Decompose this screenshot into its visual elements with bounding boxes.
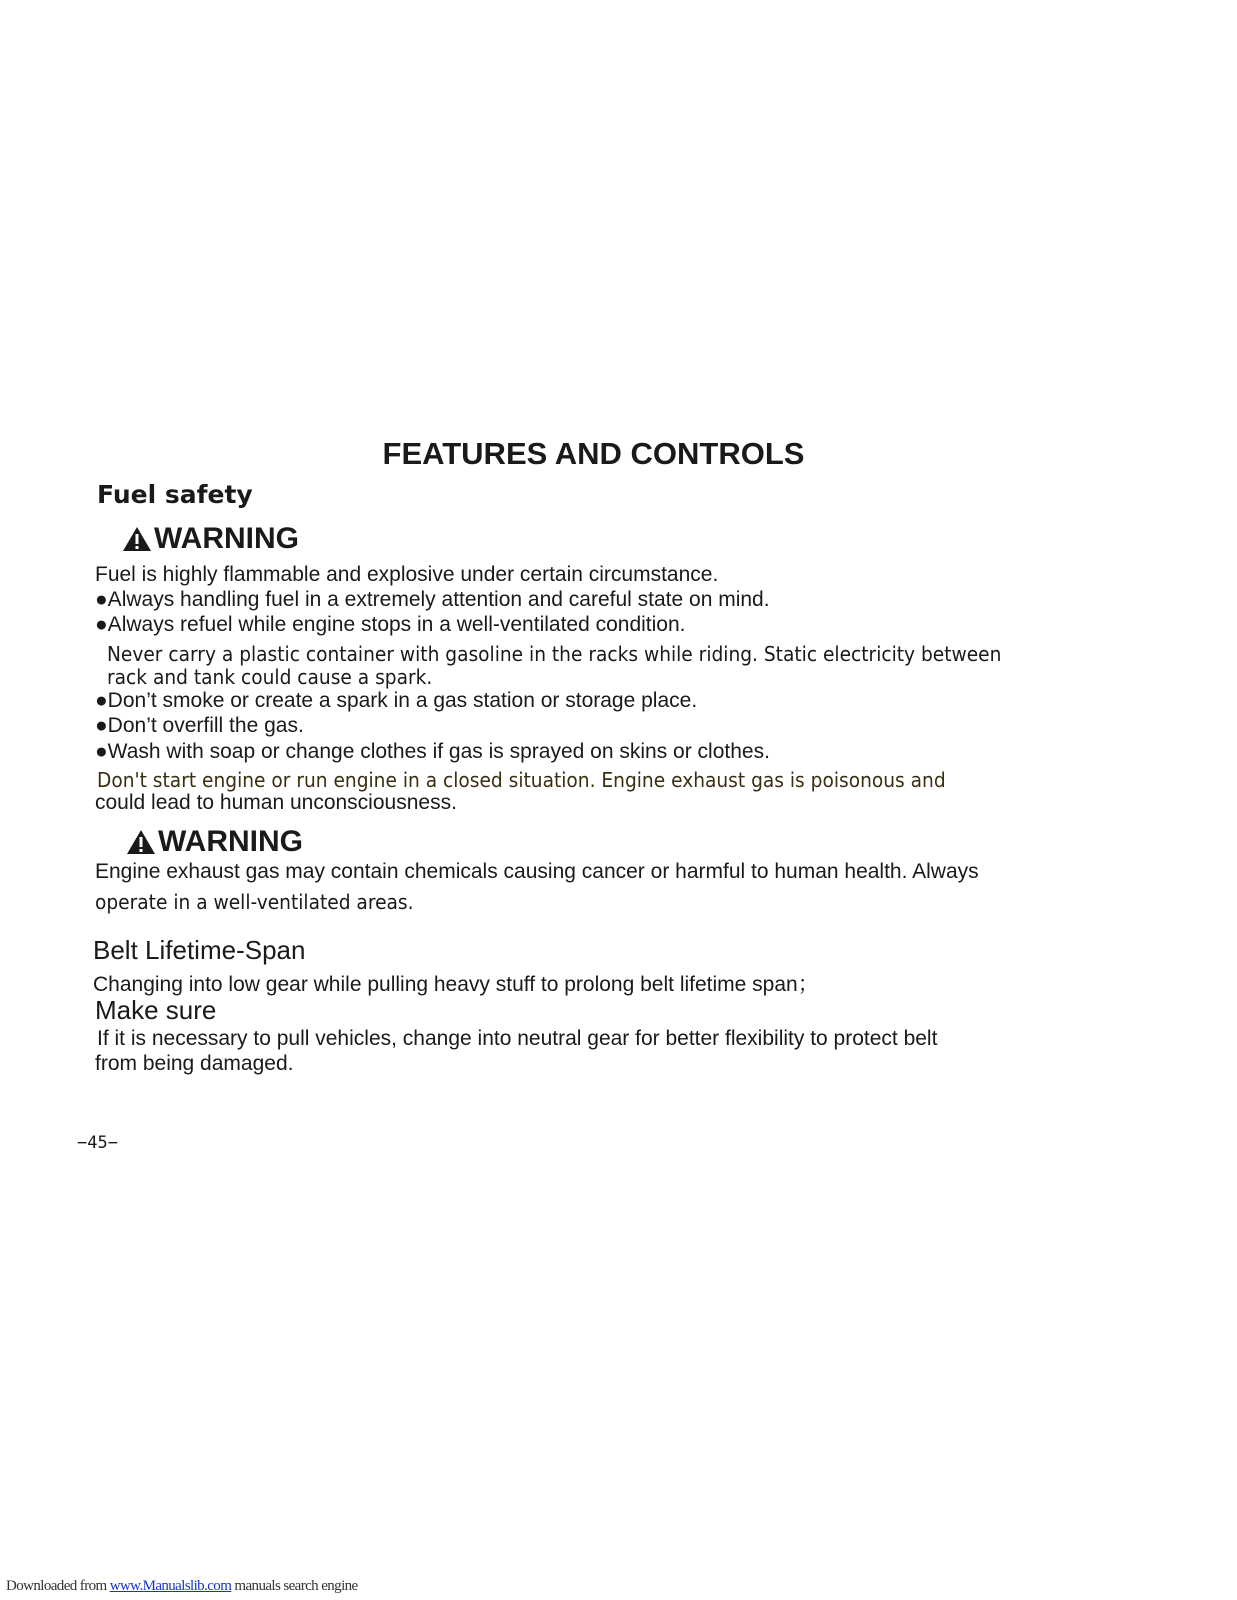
fuel-line-3: ●Always refuel while engine stops in a well-ventilated condition.: [95, 613, 686, 636]
page-title: FEATURES AND CONTROLS: [382, 436, 805, 471]
footer-prefix: Downloaded from: [6, 1578, 110, 1594]
page-number: −45−: [77, 1133, 118, 1153]
fuel-line-5: rack and tank could cause a spark.: [107, 665, 433, 689]
warning-text: WARNING: [158, 825, 303, 858]
belt-heading: Belt Lifetime-Span: [93, 935, 306, 965]
fuel-line-1: Fuel is highly flammable and explosive under certain circumstance.: [95, 563, 719, 586]
fuel-warning-label: [122, 522, 299, 556]
belt-detail-line-2: from being damaged.: [95, 1052, 294, 1075]
warning-triangle-icon: [126, 829, 156, 855]
make-sure-heading: Make sure: [95, 995, 217, 1025]
exhaust-line-2: operate in a well-ventilated areas.: [95, 890, 414, 914]
fuel-line-10: could lead to human unconsciousness.: [95, 791, 457, 814]
manualslib-link[interactable]: www.Manualslib.com: [109, 1578, 232, 1594]
exhaust-warning-label: [126, 825, 303, 859]
warning-text: WARNING: [154, 522, 299, 555]
belt-line: Changing into low gear while pulling heavy stuff to prolong belt lifetime span；: [93, 973, 819, 996]
footer-suffix: manuals search engine: [231, 1578, 358, 1594]
warning-triangle-icon: [122, 526, 152, 552]
download-footer: [6, 1578, 358, 1595]
fuel-safety-heading: Fuel safety: [97, 480, 253, 509]
fuel-line-2: ●Always handling fuel in a extremely attention and careful state on mind.: [95, 588, 770, 611]
belt-detail-line-1: If it is necessary to pull vehicles, change into neutral gear for better flexibility to protect belt: [97, 1027, 938, 1050]
exhaust-line-1: Engine exhaust gas may contain chemicals causing cancer or harmful to human health. Always: [95, 860, 979, 883]
fuel-line-4: Never carry a plastic container with gasoline in the racks while riding. Static electricity between: [107, 642, 1002, 666]
fuel-line-8: ●Wash with soap or change clothes if gas is sprayed on skins or clothes.: [95, 740, 770, 763]
fuel-line-9: Don't start engine or run engine in a closed situation. Engine exhaust gas is poisonous and: [97, 768, 946, 792]
fuel-line-6: ●Don’t smoke or create a spark in a gas station or storage place.: [95, 689, 698, 712]
fuel-line-7: ●Don’t overfill the gas.: [95, 714, 304, 737]
